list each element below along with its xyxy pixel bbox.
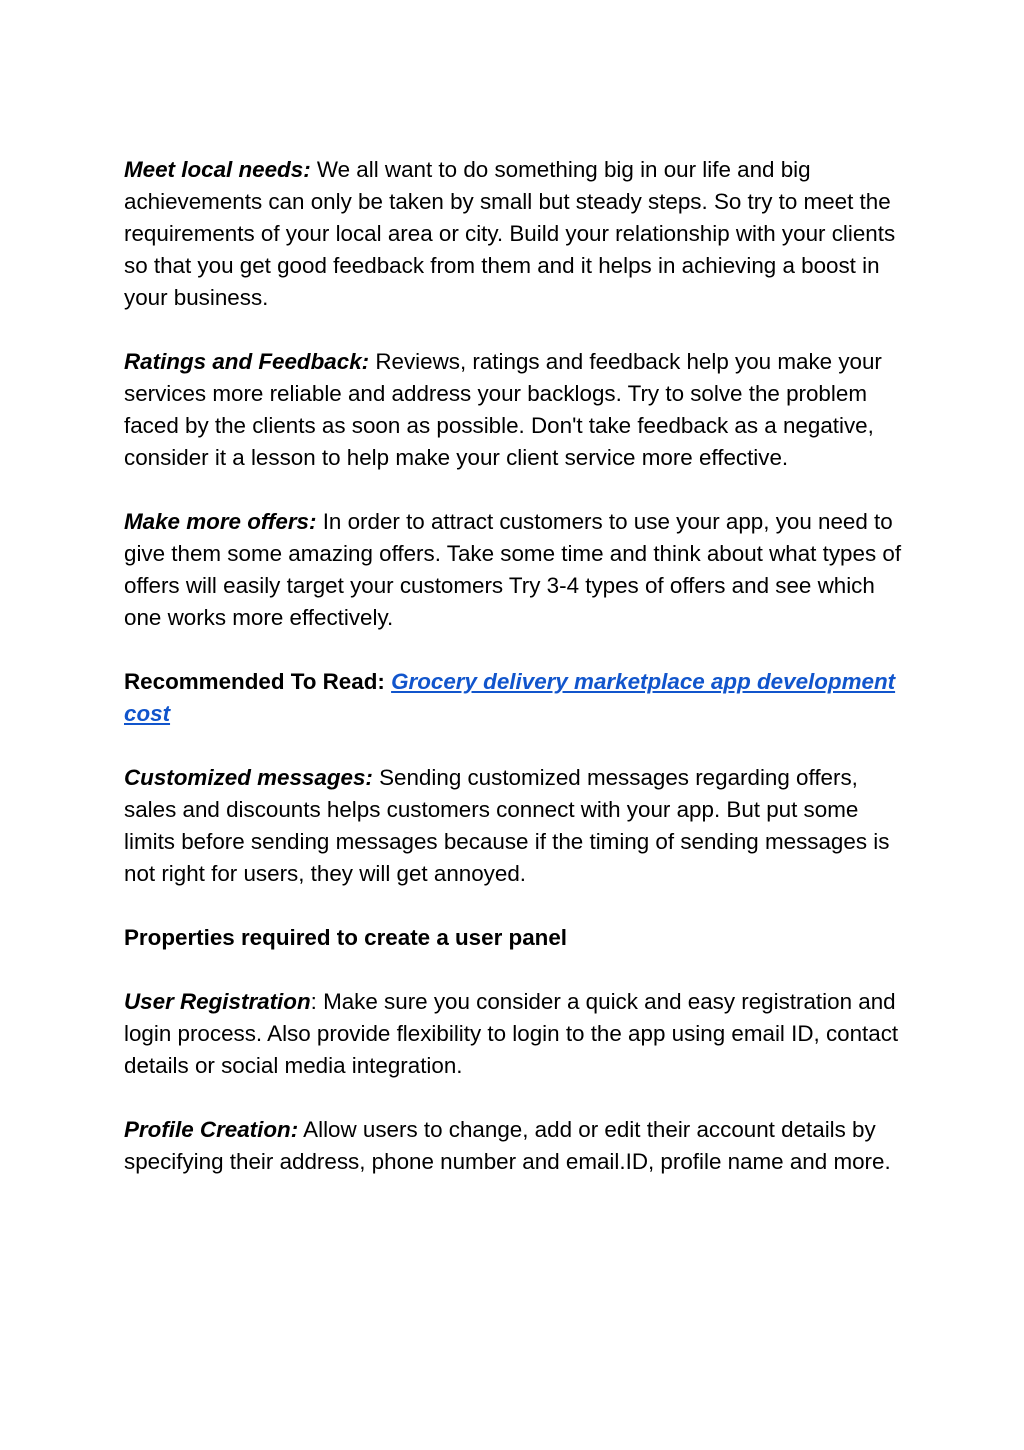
meet-local-needs-label: Meet local needs: [124, 157, 311, 182]
user-registration-text: : Make sure you consider a quick and easy registration and login process. Also provide flexibility to login to the app using email ID, contact details or social media integration. [124, 989, 899, 1078]
paragraph-customized-messages [124, 762, 914, 890]
paragraph-user-registration [124, 986, 914, 1082]
make-more-offers-label: Make more offers: [124, 509, 317, 534]
make-more-offers-text: In order to attract customers to use your app, you need to give them some amazing offers. Take some time and think about what types of offers will easily target your customers Try 3-4 types of offers and see which one works more effectively. [124, 509, 902, 630]
paragraph-profile-creation [124, 1114, 914, 1178]
paragraph-ratings-feedback [124, 346, 914, 474]
customized-messages-label: Customized messages: [124, 765, 373, 790]
properties-heading: Properties required to create a user panel [124, 925, 568, 950]
recommended-label: Recommended To Read: [124, 669, 392, 694]
paragraph-make-more-offers [124, 506, 914, 634]
customized-messages-text: Sending customized messages regarding offers, sales and discounts helps customers connect with your app. But put some limits before sending messages because if the timing of sending messages is not right for users, they will get annoyed. [124, 765, 890, 886]
meet-local-needs-text: We all want to do something big in our life and big achievements can only be taken by small but steady steps. So try to meet the requirements of your local area or city. Build your relationship with your clients so that you get good feedback from them and it helps in achieving a boost in your business. [124, 157, 896, 310]
ratings-feedback-label: Ratings and Feedback: [124, 349, 370, 374]
ratings-feedback-text: Reviews, ratings and feedback help you make your services more reliable and address your backlogs. Try to solve the problem faced by the clients as soon as possible. Don't take feedback as a negative, consider it a lesson to help make your client service more effective. [124, 349, 882, 470]
paragraph-recommended [124, 666, 914, 730]
document-page [124, 154, 914, 1210]
user-registration-label: User Registration [124, 989, 311, 1014]
recommended-link[interactable]: Grocery delivery marketplace app development cost [124, 669, 896, 726]
paragraph-meet-local-needs [124, 154, 914, 314]
profile-creation-label: Profile Creation: [124, 1117, 299, 1142]
profile-creation-text: Allow users to change, add or edit their account details by specifying their address, phone number and email.ID, profile name and more. [124, 1117, 891, 1174]
